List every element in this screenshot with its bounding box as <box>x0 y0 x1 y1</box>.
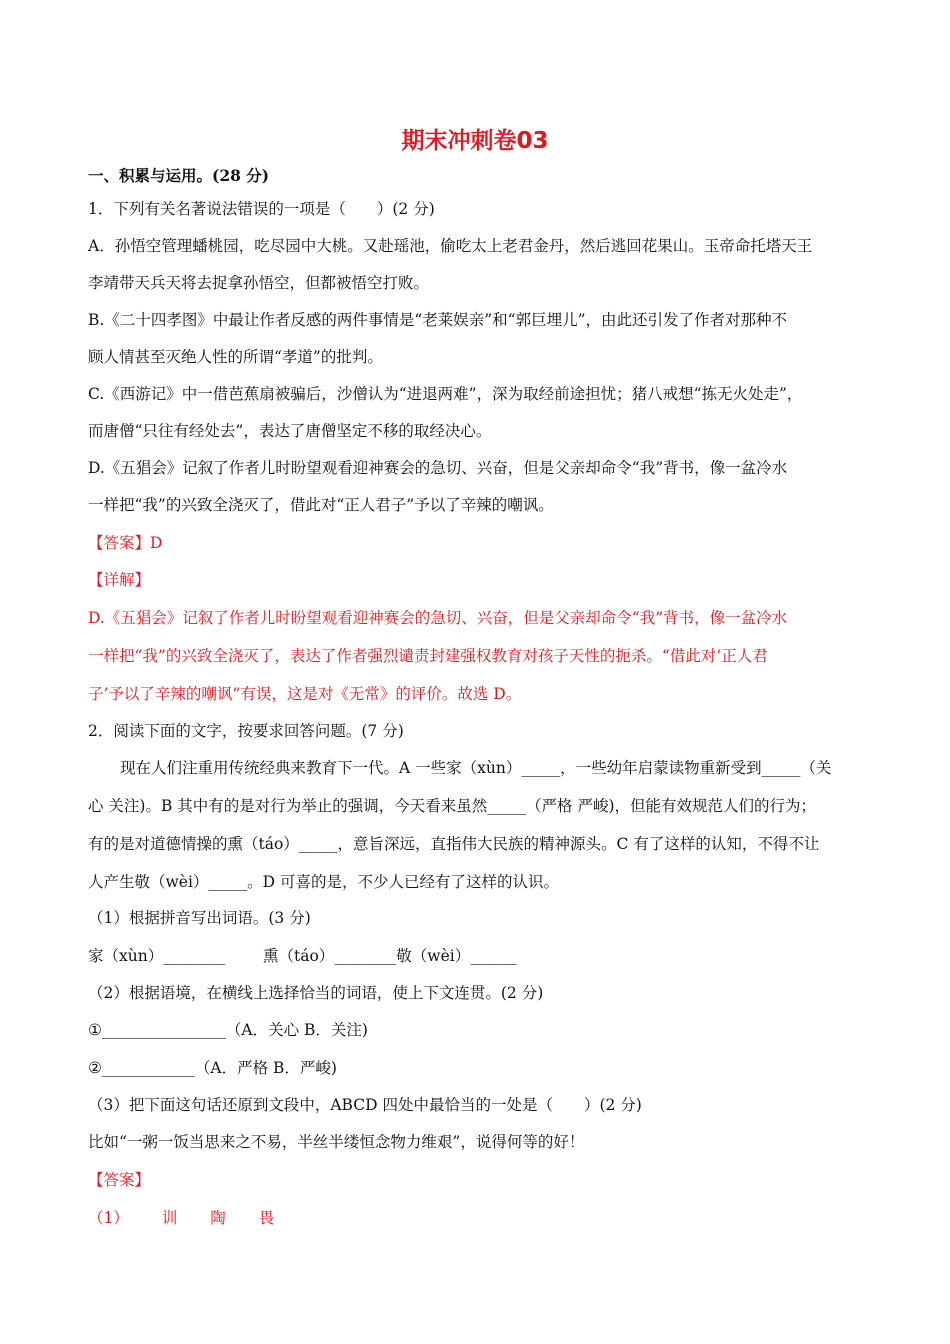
q2-passage-line2: 心 关注)。B 其中有的是对行为举止的强调，今天看来虽然_____（严格 严峻)，但能有效规范人们的行为； <box>88 797 817 815</box>
q1-detail-label: 【详解】 <box>88 571 151 589</box>
q2-answer-2: 陶 <box>210 1209 226 1227</box>
q1-option-b: B.《二十四孝图》中最让作者反感的两件事情是“老莱娱亲”和“郭巨埋儿”，由此还引发了作者对那种不 <box>88 311 788 329</box>
q2-sub3-quote: 比如“一粥一饭当思来之不易，半丝半缕恒念物力维艰”，说得何等的好！ <box>88 1133 585 1151</box>
q2-passage-line4: 人产生敬（wèi）_____。D 可喜的是，不少人已经有了这样的认识。 <box>88 873 560 891</box>
q1-option-b-cont: 顾人情甚至灭绝人性的所谓“孝道”的批判。 <box>88 348 383 366</box>
q2-sub1-blank-b: 熏（táo）________敬（wèi）______ <box>263 947 517 965</box>
q2-sub2: （2）根据语境，在横线上选择恰当的词语，使上下文连贯。(2 分) <box>88 984 544 1002</box>
q1-option-d: D.《五猖会》记叙了作者儿时盼望观看迎神赛会的急切、兴奋，但是父亲却命令“我”背书，像一盆冷水 <box>88 459 788 477</box>
q1-option-c-cont: 而唐僧“只往有经处去”，表达了唐僧坚定不移的取经决心。 <box>88 422 492 440</box>
q1-answer: 【答案】D <box>88 534 163 552</box>
q2-answer-1: 训 <box>161 1209 178 1227</box>
q1-stem: 1．下列有关名著说法错误的一项是（ ）(2 分) <box>88 200 435 218</box>
section-heading: 一、积累与运用。(28 分) <box>88 166 270 185</box>
q2-sub2-option1: ①________________（A．关心 B．关注) <box>88 1021 368 1039</box>
q2-sub1: （1）根据拼音写出词语。(3 分) <box>88 909 311 927</box>
q1-detail-line1: D.《五猖会》记叙了作者儿时盼望观看迎神赛会的急切、兴奋，但是父亲却命令“我”背书，像一盆冷水 <box>88 609 788 627</box>
q2-answer-3: 畏 <box>258 1209 275 1227</box>
q2-sub3: （3）把下面这句话还原到文段中，ABCD 四处中最恰当的一处是（ ）(2 分) <box>88 1096 642 1114</box>
q1-option-a-cont: 李靖带天兵天将去捉拿孙悟空，但都被悟空打败。 <box>88 274 430 292</box>
page-title: 期末冲刺卷03 <box>401 128 549 154</box>
q2-sub2-option2: ②____________（A．严格 B．严峻) <box>88 1059 337 1077</box>
q1-option-a: A．孙悟空管理蟠桃园，吃尽园中大桃。又赴瑶池，偷吃太上老君金丹，然后逃回花果山。玉帝命托塔天王 <box>88 237 813 255</box>
q2-stem: 2．阅读下面的文字，按要求回答问题。(7 分) <box>88 722 404 740</box>
q2-sub1-blank-a: 家（xùn）________ <box>88 947 226 965</box>
q1-option-d-cont: 一样把“我”的兴致全浇灭了，借此对“正人君子”予以了辛辣的嘲讽。 <box>88 496 554 514</box>
q1-option-c: C.《西游记》中一借芭蕉扇被骗后，沙僧认为“进退两难”，深为取经前途担忧；猪八戒想“拣无火处走”， <box>88 385 803 403</box>
q1-detail-line3: 子’予以了辛辣的嘲讽”有误，这是对《无常》的评价。故选 D。 <box>88 685 522 703</box>
q1-detail-line2: 一样把“我”的兴致全浇灭了，表达了作者强烈谴责封建强权教育对孩子天性的扼杀。“借此对‘正人君 <box>88 647 768 665</box>
q2-passage-line3: 有的是对道德情操的熏（táo）_____，意旨深远，直指伟大民族的精神源头。C 有了这样的认知，不得不让 <box>88 835 820 853</box>
q2-passage-line1: 现在人们注重用传统经典来教育下一代。A 一些家（xùn）_____，一些幼年启蒙读物重新受到_____（关 <box>120 759 832 777</box>
q2-answer-number: （1） <box>88 1209 129 1227</box>
q2-answer-row <box>88 1208 302 1228</box>
q2-answer-label: 【答案】 <box>88 1171 151 1189</box>
